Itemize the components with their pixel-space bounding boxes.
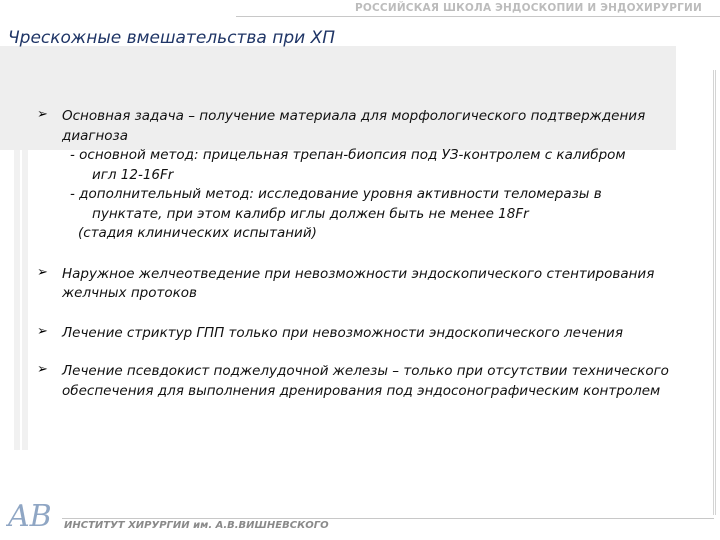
bullet-text: [62, 107, 697, 244]
bullet-line: обеспечения для выполнения дренирования под эндосонографическим контролем: [62, 382, 661, 399]
bullet-line: Наружное желчеотведение при невозможности эндоскопического стентирования: [62, 265, 655, 282]
arrow-bullet-icon: ➢: [37, 264, 48, 280]
right-border-rule: [713, 70, 714, 515]
bullet-line: (стадия клинических испытаний): [78, 225, 317, 241]
bullet-list: [37, 107, 697, 401]
institute-footer: ИНСТИТУТ ХИРУРГИИ им. А.В.ВИШНЕВСКОГО: [64, 520, 329, 531]
bullet-line: Лечение стриктур ГПП только при невозможности эндоскопического лечения: [62, 324, 623, 341]
bullet-line: Лечение псевдокист поджелудочной железы – только при отсутствии технического: [62, 363, 669, 379]
decorative-stripe: [14, 150, 20, 450]
logo-letters: AB: [8, 499, 52, 534]
bullet-text: [62, 265, 697, 304]
organization-header: РОССИЙСКАЯ ШКОЛА ЭНДОСКОПИИ И ЭНДОХИРУРГИИ: [355, 2, 702, 14]
bullet-line: Основная задача – получение материала для морфологического подтверждения: [62, 108, 646, 124]
arrow-bullet-icon: ➢: [37, 107, 48, 122]
bullet-item: [37, 107, 697, 244]
bullet-item: [37, 265, 697, 304]
bullet-text: [62, 324, 697, 344]
bullet-line: диагноза: [62, 127, 129, 144]
bullet-line: игл 12-16Fr: [92, 166, 174, 183]
bullet-line: пунктате, при этом калибр иглы должен быть не менее 18Fr: [92, 205, 529, 222]
arrow-bullet-icon: ➢: [37, 362, 48, 377]
bullet-line: - дополнительный метод: исследование уровня активности теломеразы в: [70, 186, 602, 202]
institute-logo-icon: [6, 492, 60, 534]
arrow-bullet-icon: ➢: [37, 323, 48, 339]
bullet-item: [37, 362, 697, 401]
footer-rule: [62, 518, 714, 519]
decorative-stripe: [22, 150, 28, 450]
bullet-text: [62, 362, 697, 401]
bullet-line: - основной метод: прицельная трепан-биопсия под УЗ-контролем с калибром: [70, 147, 626, 163]
bullet-item: [37, 324, 697, 344]
slide-title: Чрескожные вмешательства при ХП: [8, 28, 336, 48]
header-rule: [236, 16, 720, 17]
bullet-line: желчных протоков: [62, 285, 197, 301]
right-border-rule: [715, 70, 716, 515]
